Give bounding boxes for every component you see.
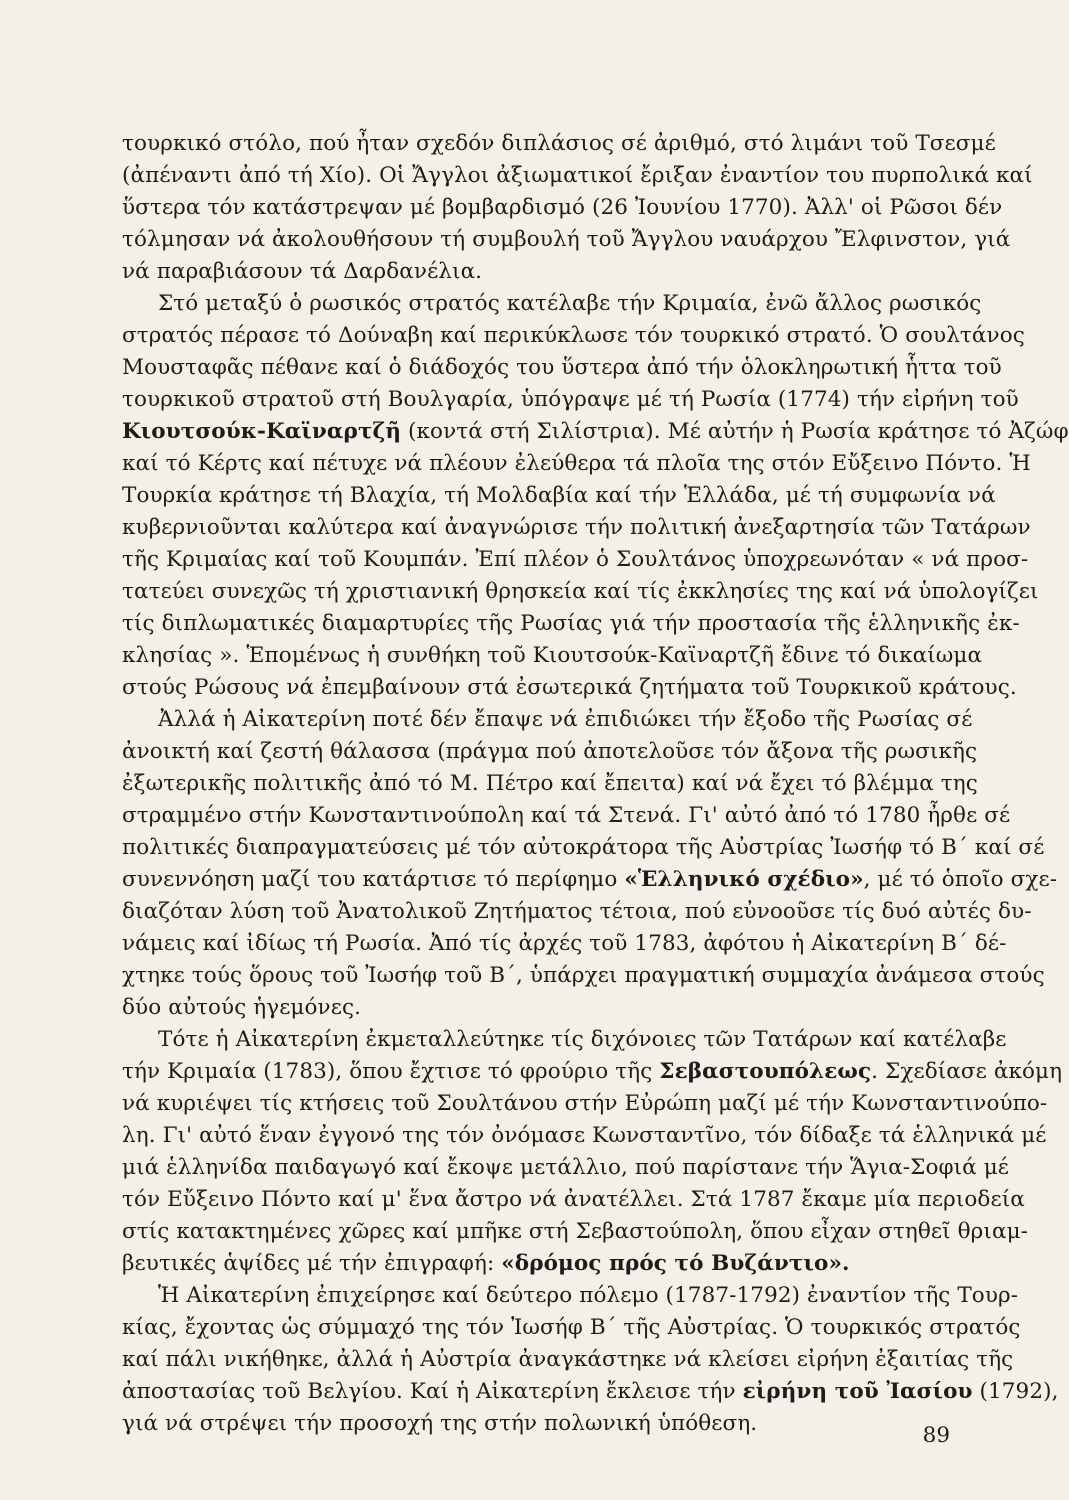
text-run: Μουσταφᾶς πέθανε καί ὁ διάδοχός του ὕστερα ἀπό τήν ὁλοκληρωτική ἧττα τοῦ	[122, 355, 1002, 380]
text-line	[122, 992, 950, 1024]
text-line	[122, 1312, 1021, 1344]
text-line	[122, 288, 982, 320]
text-run: τόλμησαν νά ἀκολουθήσουν τή συμβουλή τοῦ Ἄγγλου ναυάρχου Ἔλφινστον, γιά	[122, 227, 1011, 252]
text-run: κυβερνιοῦνται καλύτερα καί ἀναγνώρισε τήν πολιτική ἀνεξαρτησία τῶν Τατάρων	[122, 515, 1031, 540]
text-run: κίας, ἔχοντας ὡς σύμμαχό της τόν Ἰωσήφ Β΄ τῆς Αὐστρίας. Ὁ τουρκικός στρατός	[122, 1315, 1021, 1340]
text-line	[122, 960, 1045, 992]
text-line	[122, 480, 996, 512]
text-line	[122, 896, 1032, 928]
text-line	[122, 544, 1029, 576]
paragraph	[122, 704, 1058, 1024]
body-text	[122, 128, 1069, 1440]
text-run: λη. Γι' αὐτό ἕναν ἐγγονό της τόν ὀνόμασε Κωνσταντῖνο, τόν δίδαξε τά ἑλληνικά μέ	[122, 1123, 1047, 1148]
paragraph	[122, 1024, 1063, 1280]
text-run: Στό μεταξύ ὁ ρωσικός στρατός κατέλαβε τήν Κριμαία, ἐνῶ ἄλλος ρωσικός	[158, 291, 982, 316]
bold-term: Κιουτσούκ-Καϊναρτζῆ	[122, 419, 402, 444]
bold-term: «δρόμος πρός τό Βυζάντιο».	[501, 1251, 850, 1276]
text-run: . Σχεδίασε ἀκόμη	[871, 1059, 1063, 1084]
text-run: τουρκικοῦ στρατοῦ στή Βουλγαρία, ὑπόγραψε μέ τή Ρωσία (1774) τήν εἰρήνη τοῦ	[122, 387, 1019, 412]
paragraph	[122, 1280, 1059, 1440]
text-line	[122, 224, 1011, 256]
text-line	[122, 384, 1019, 416]
bold-term: εἰρήνη τοῦ Ἰασίου	[742, 1379, 973, 1404]
text-line	[122, 1024, 1007, 1056]
text-line	[122, 576, 1039, 608]
text-run: πολιτικές διαπραγματεύσεις μέ τόν αὐτοκράτορα τῆς Αὐστρίας Ἰωσήφ τό Β΄ καί σέ	[122, 835, 1045, 860]
text-run: (ἀπέναντι ἀπό τή Χίο). Οἱ Ἄγγλοι ἀξιωματικοί ἔριξαν ἐναντίον του πυρπολικά καί	[122, 163, 1033, 188]
text-run: τόν Εὔξεινο Πόντο καί μ' ἕνα ἄστρο νά ἀνατέλλει. Στά 1787 ἔκαμε μία περιοδεία	[122, 1187, 1025, 1212]
text-line	[122, 832, 1045, 864]
text-run: νά κυριέψει τίς κτήσεις τοῦ Σουλτάνου στήν Εὐρώπη μαζί μέ τήν Κωνσταντινούπο-	[122, 1091, 1048, 1116]
text-line	[122, 608, 1020, 640]
text-run: τήν Κριμαία (1783), ὅπου ἔχτισε τό φρούριο τῆς	[122, 1059, 660, 1084]
page-number: 89	[922, 1423, 950, 1448]
text-run: (κοντά στή Σιλίστρια). Μέ αὐτήν ἡ Ρωσία κράτησε τό Ἀζώφ	[401, 419, 1069, 444]
text-line	[122, 416, 1069, 448]
text-line	[122, 672, 1017, 704]
text-run: ἀποστασίας τοῦ Βελγίου. Καί ἡ Αἰκατερίνη ἔκλεισε τήν	[122, 1379, 743, 1404]
text-run: ὕστερα τόν κατάστρεψαν μέ βομβαρδισμό (26 Ἰουνίου 1770). Ἀλλ' οἱ Ρῶσοι δέν	[122, 195, 1003, 220]
text-run: τίς διπλωματικές διαμαρτυρίες τῆς Ρωσίας γιά τήν προστασία τῆς ἑλληνικῆς ἐκ-	[122, 611, 1020, 636]
text-line	[122, 128, 996, 160]
text-line	[122, 864, 1058, 896]
text-run: καί πάλι νικήθηκε, ἀλλά ἡ Αὐστρία ἀναγκάστηκε νά κλείσει εἰρήνη ἐξαιτίας τῆς	[122, 1347, 1014, 1372]
text-line	[122, 1056, 1063, 1088]
paragraph	[122, 288, 1069, 704]
text-line	[122, 1280, 1019, 1312]
text-line	[122, 704, 973, 736]
text-run: συνεννόηση μαζί του κατάρτισε τό περίφημο	[122, 867, 625, 892]
text-line	[122, 800, 1011, 832]
text-run: ἐξωτερικῆς πολιτικῆς ἀπό τό Μ. Πέτρο καί ἔπειτα) καί νά ἔχει τό βλέμμα της	[122, 771, 978, 796]
text-line	[122, 1408, 950, 1440]
text-run: , μέ τό ὁποῖο σχε-	[863, 867, 1058, 892]
bold-term: Σεβαστουπόλεως	[659, 1059, 872, 1084]
text-run: γιά νά στρέψει τήν προσοχή της στήν πολωνική ὑπόθεση.	[122, 1411, 758, 1436]
text-line	[122, 256, 950, 288]
text-line	[122, 1088, 1048, 1120]
text-line	[122, 1120, 1047, 1152]
text-line	[122, 1216, 1029, 1248]
text-run: κλησίας ». Ἑπομένως ἡ συνθήκη τοῦ Κιουτσούκ-Καϊναρτζῆ ἔδινε τό δικαίωμα	[122, 643, 983, 668]
text-line	[122, 1344, 1014, 1376]
text-run: τατεύει συνεχῶς τή χριστιανική θρησκεία καί τίς ἐκκλησίες της καί νά ὑπολογίζει	[122, 579, 1039, 604]
text-run: καί τό Κέρτς καί πέτυχε νά πλέουν ἐλεύθερα τά πλοῖα της στόν Εὔξεινο Πόντο. Ἡ	[122, 451, 1031, 476]
text-run: Ἀλλά ἡ Αἰκατερίνη ποτέ δέν ἔπαψε νά ἐπιδιώκει τήν ἔξοδο τῆς Ρωσίας σέ	[158, 707, 973, 732]
text-run: βευτικές ἁψίδες μέ τήν ἐπιγραφή:	[122, 1251, 502, 1276]
text-run: Ἡ Αἰκατερίνη ἐπιχείρησε καί δεύτερο πόλεμο (1787-1792) ἐναντίον τῆς Τουρ-	[158, 1283, 1019, 1308]
text-line	[122, 320, 1025, 352]
text-run: μιά ἑλληνίδα παιδαγωγό καί ἔκοψε μετάλλιο, πού παρίστανε τήν Ἅγια-Σοφιά μέ	[122, 1155, 1010, 1180]
paragraph	[122, 128, 1033, 288]
text-line	[122, 512, 1031, 544]
text-run: χτηκε τούς ὅρους τοῦ Ἰωσήφ τοῦ Β΄, ὑπάρχει πραγματική συμμαχία ἀνάμεσα στούς	[122, 963, 1045, 988]
text-run: στραμμένο στήν Κωνσταντινούπολη καί τά Στενά. Γι' αὐτό ἀπό τό 1780 ἦρθε σέ	[122, 803, 1011, 828]
text-line	[122, 640, 983, 672]
text-run: νάμεις καί ἰδίως τή Ρωσία. Ἀπό τίς ἀρχές τοῦ 1783, ἀφότου ἡ Αἰκατερίνη Β΄ δέ-	[122, 931, 1007, 956]
text-line	[122, 1152, 1010, 1184]
text-run: Τουρκία κράτησε τή Βλαχία, τή Μολδαβία καί τήν Ἑλλάδα, μέ τή συμφωνία νά	[122, 483, 996, 508]
text-run: δύο αὐτούς ἡγεμόνες.	[122, 995, 362, 1020]
text-line	[122, 1376, 1059, 1408]
text-run: (1792),	[972, 1379, 1059, 1404]
text-run: Τότε ἡ Αἰκατερίνη ἐκμεταλλεύτηκε τίς διχόνοιες τῶν Τατάρων καί κατέλαβε	[158, 1027, 1007, 1052]
text-run: τουρκικό στόλο, πού ἦταν σχεδόν διπλάσιος σέ ἀριθμό, στό λιμάνι τοῦ Τσεσμέ	[122, 131, 996, 156]
text-line	[122, 192, 1003, 224]
text-run: στούς Ρώσους νά ἐπεμβαίνουν στά ἐσωτερικά ζητήματα τοῦ Τουρκικοῦ κράτους.	[122, 675, 1017, 700]
text-run: στρατός πέρασε τό Δούναβη καί περικύκλωσε τόν τουρκικό στρατό. Ὁ σουλτάνος	[122, 323, 1025, 348]
text-line	[122, 1184, 1025, 1216]
text-line	[122, 352, 1002, 384]
text-run: στίς κατακτημένες χῶρες καί μπῆκε στή Σεβαστούπολη, ὅπου εἶχαν στηθεῖ θριαμ-	[122, 1219, 1029, 1244]
text-line	[122, 448, 1031, 480]
bold-term: «Ἑλληνικό σχέδιο»	[624, 867, 864, 892]
text-line	[122, 928, 1007, 960]
text-line	[122, 768, 978, 800]
text-run: τῆς Κριμαίας καί τοῦ Κουμπάν. Ἐπί πλέον ὁ Σουλτάνος ὑποχρεωνόταν « νά προσ-	[122, 547, 1029, 572]
text-line	[122, 736, 978, 768]
text-line	[122, 1248, 950, 1280]
text-line	[122, 160, 1033, 192]
text-run: διαζόταν λύση τοῦ Ἀνατολικοῦ Ζητήματος τέτοια, πού εὐνοοῦσε τίς δυό αὐτές δυ-	[122, 899, 1032, 924]
text-run: ἀνοικτή καί ζεστή θάλασσα (πράγμα πού ἀποτελοῦσε τόν ἄξονα τῆς ρωσικῆς	[122, 739, 978, 764]
text-run: νά παραβιάσουν τά Δαρδανέλια.	[122, 259, 483, 284]
